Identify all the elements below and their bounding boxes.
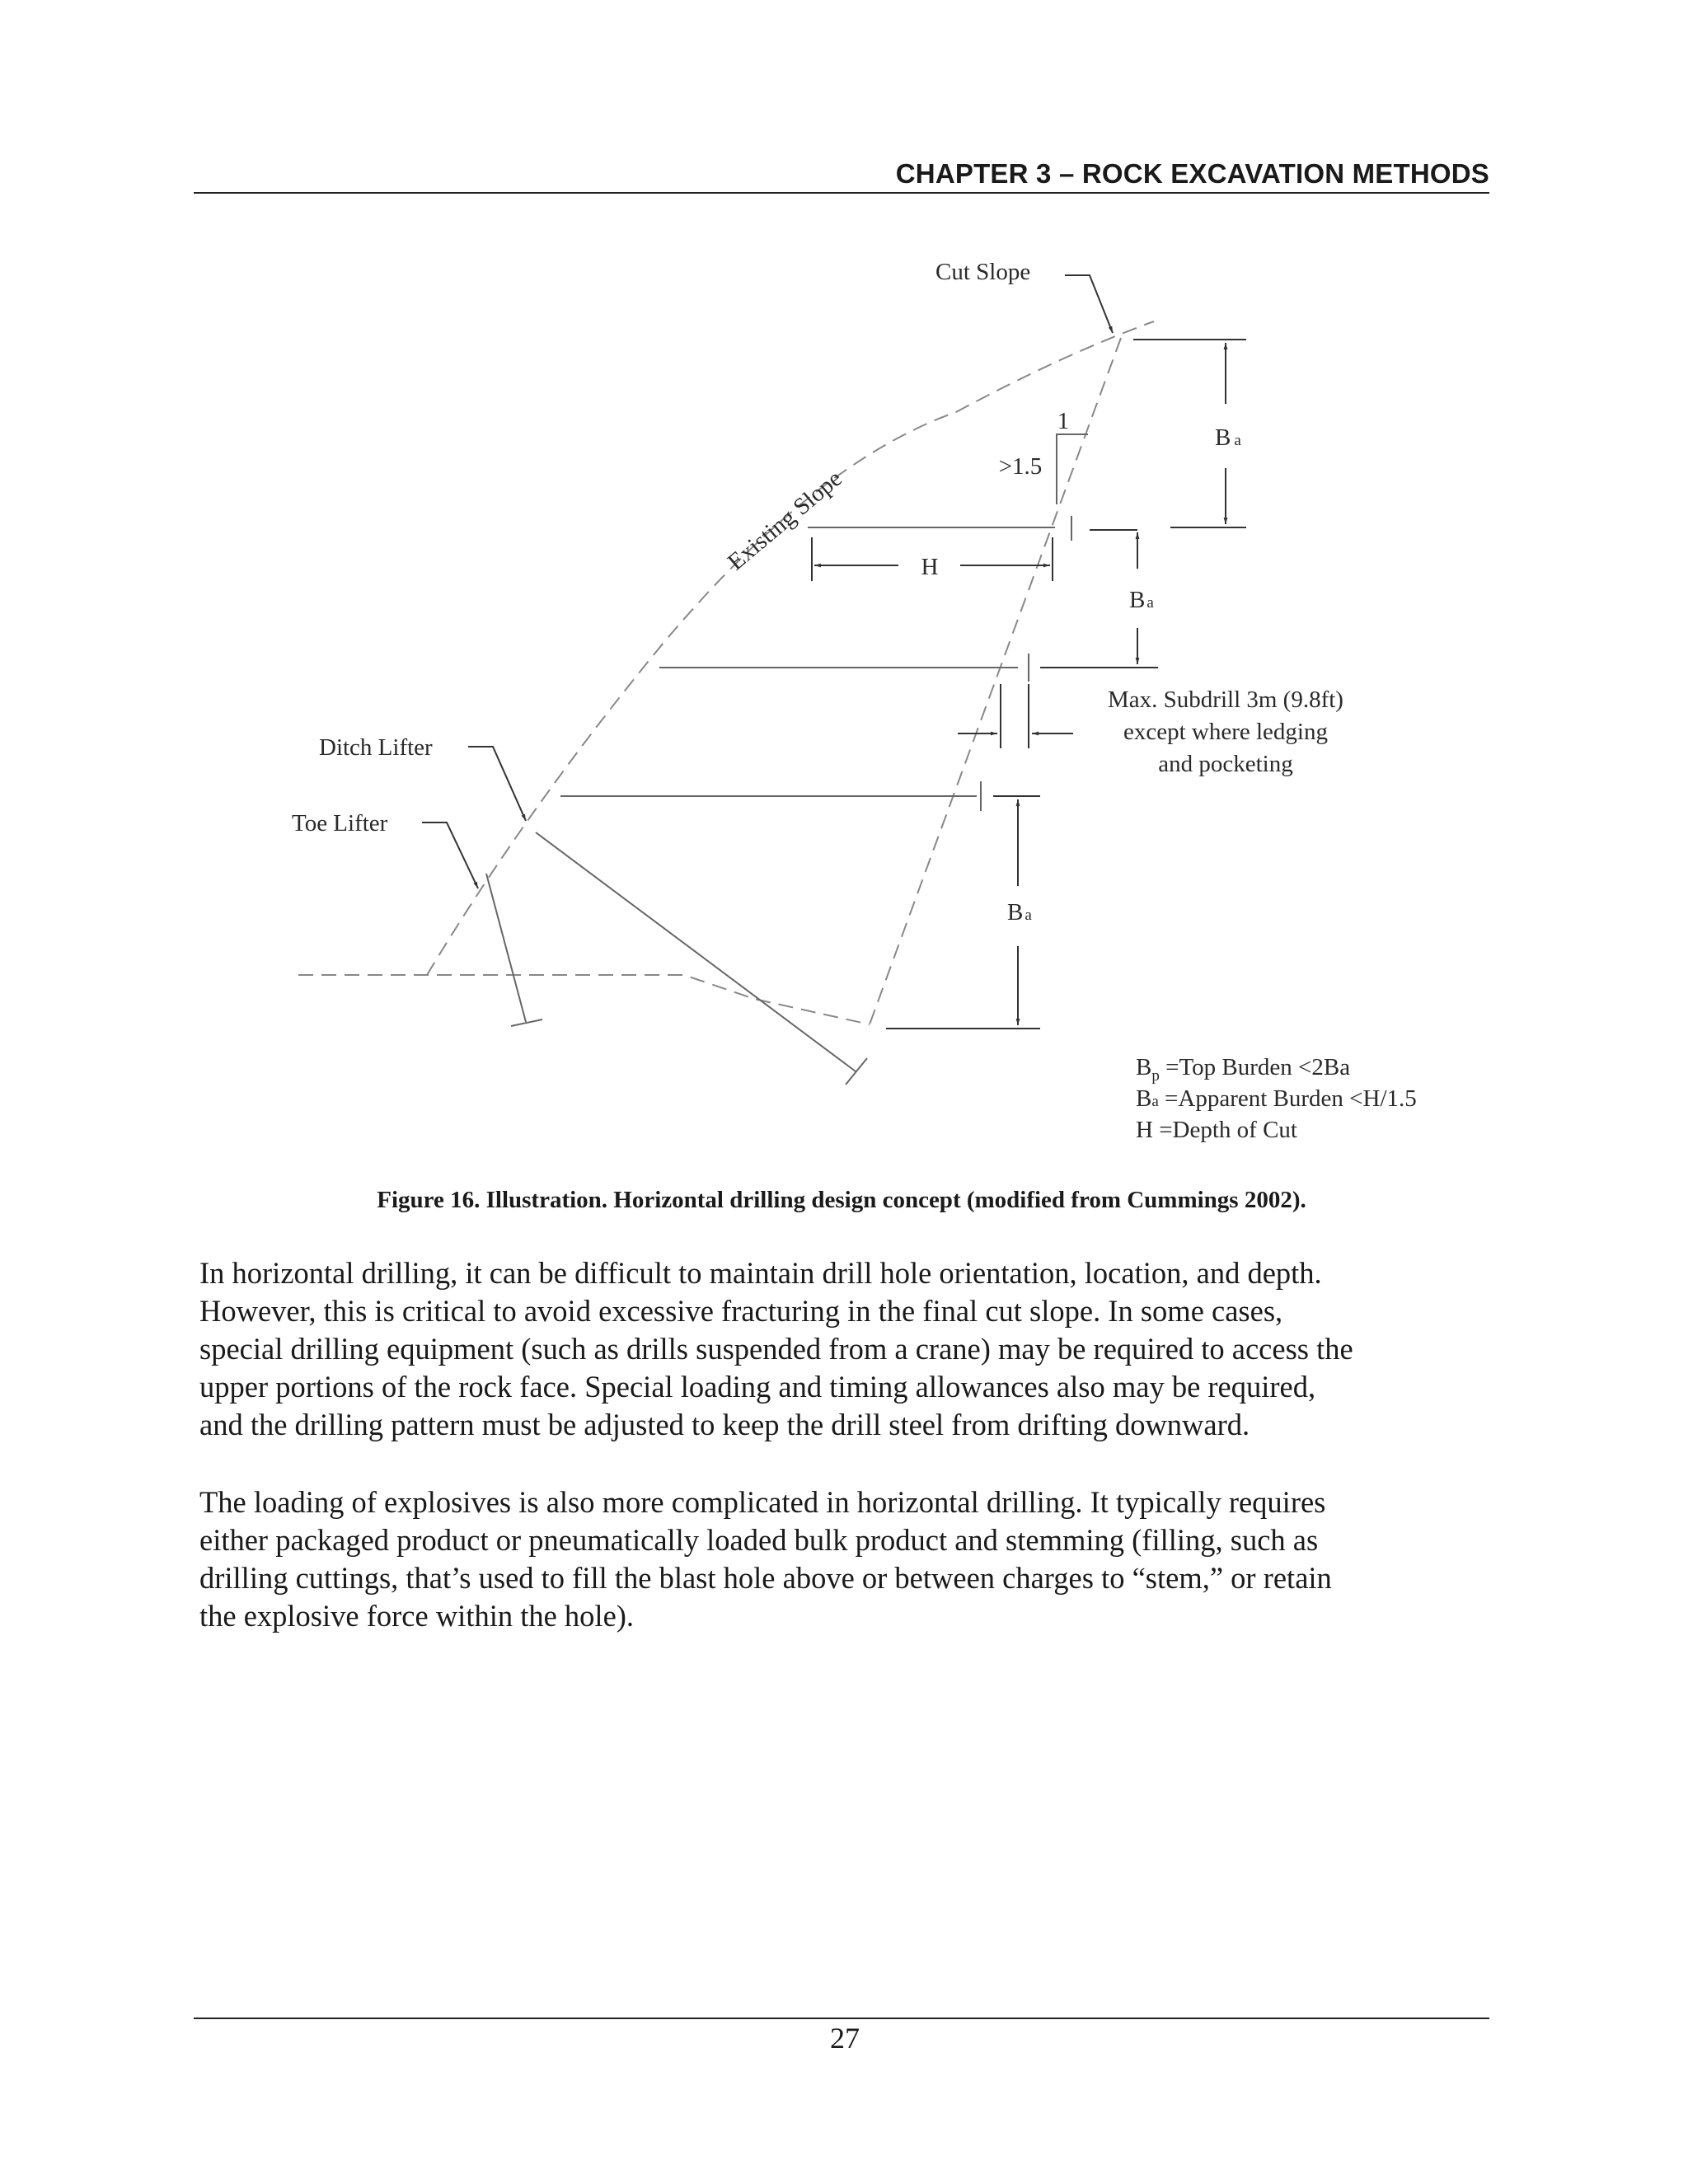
chapter-running-head: CHAPTER 3 – ROCK EXCAVATION METHODS	[895, 158, 1489, 189]
ditch-lifter-leader	[468, 747, 526, 821]
toe-lifter-label: Toe Lifter	[292, 810, 388, 837]
toe-lifter-leader	[422, 823, 478, 888]
cut-slope-leader	[1065, 275, 1113, 333]
top-burden-label: Ba	[1215, 424, 1241, 451]
drill-holes	[560, 516, 1071, 811]
depth-of-cut-label: H	[921, 554, 939, 580]
paragraph-line: In horizontal drilling, it can be difficult to maintain drill hole orientation, location, and depth.	[199, 1256, 1322, 1290]
diagram-legend	[1136, 1054, 1417, 1143]
cut-slope-line	[870, 338, 1121, 1024]
paragraph-line: upper portions of the rock face. Special loading and timing allowances also may be required,	[199, 1370, 1316, 1404]
body-paragraph-2	[199, 1483, 1493, 1635]
page-number: 27	[830, 2022, 860, 2055]
paragraph-line: The loading of explosives is also more complicated in horizontal drilling. It typically requires	[199, 1485, 1326, 1519]
paragraph-line: either packaged product or pneumatically loaded bulk product and stemming (filling, such as	[199, 1523, 1319, 1557]
paragraph-line: special drilling equipment (such as drills suspended from a crane) may be required to access the	[199, 1332, 1353, 1366]
subdrill-note-line-3: and pocketing	[1158, 751, 1293, 777]
body-paragraph-1	[199, 1254, 1493, 1444]
paragraph-line: drilling cuttings, that’s used to fill the blast hole above or between charges to “stem,” or retain	[199, 1561, 1332, 1595]
existing-slope-line	[427, 321, 1154, 975]
toe-lifter-hole-end	[511, 1019, 542, 1026]
ditch-lifter-hole-end	[846, 1058, 867, 1085]
subdrill-note-line-1: Max. Subdrill 3m (9.8ft)	[1108, 687, 1343, 713]
toe-lifter-hole	[486, 874, 526, 1022]
footer-rule	[194, 2018, 1489, 2019]
ditch-lifter-label: Ditch Lifter	[319, 734, 433, 761]
cut-slope-label: Cut Slope	[935, 259, 1031, 285]
subdrill-note-line-2: except where ledging	[1123, 719, 1329, 745]
legend-item-depth-of-cut: H =Depth of Cut	[1136, 1117, 1297, 1143]
existing-slope-label: Existing Slope	[722, 465, 847, 576]
bottom-burden-label: Ba	[1007, 899, 1032, 926]
slope-run-label: 1	[1057, 408, 1070, 434]
paragraph-line: However, this is critical to avoid excessive fracturing in the final cut slope. In some cases,	[199, 1294, 1283, 1328]
slope-rise-label: >1.5	[998, 453, 1043, 480]
paragraph-line: the explosive force within the hole).	[199, 1599, 635, 1633]
apparent-burden-label: Ba	[1129, 587, 1154, 613]
figure-caption: Figure 16. Illustration. Horizontal drilling design concept (modified from Cummings 2002).	[377, 1187, 1306, 1213]
ditch-lifter-hole	[536, 832, 856, 1071]
paragraph-line: and the drilling pattern must be adjusted to keep the drill steel from drifting downward.	[199, 1408, 1250, 1441]
legend-item-top-burden: $B_p =Top$ Burden <2Ba	[1136, 1054, 1351, 1085]
legend-item-apparent-burden: Ba =Apparent Burden <H/1.5	[1136, 1085, 1417, 1112]
